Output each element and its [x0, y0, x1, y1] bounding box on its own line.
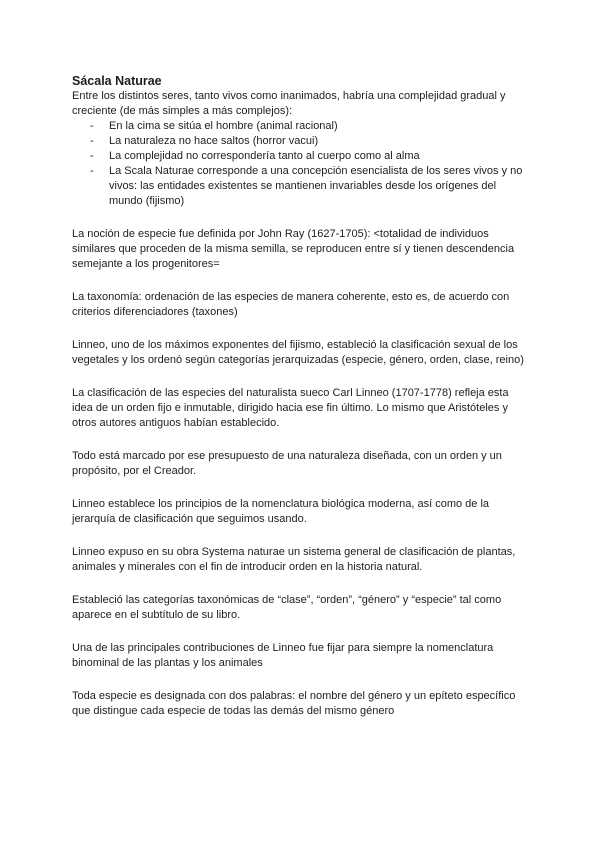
- list-item-text: En la cima se sitúa el hombre (animal racional): [109, 120, 338, 132]
- bullet-dash: -: [90, 120, 94, 132]
- bullet-dash: -: [90, 165, 94, 177]
- paragraph-categorias: Estableció las categorías taxonómicas de “clase”, “orden”, “género” y “especie” tal como aparece en el subtítulo de su libro.: [72, 594, 502, 621]
- paragraph-systema-naturae: Linneo expuso en su obra Systema naturae un sistema general de clasificación de plantas, animales y minerales con el fin de introducir orden en la historia natural.: [72, 546, 516, 573]
- paragraph-john-ray: La noción de especie fue definida por John Ray (1627-1705): <totalidad de individuos similares que proceden de la misma semilla, se reproducen entre sí y tienen descendencia semejante a los progenitores=: [72, 228, 515, 270]
- list-item: [72, 149, 532, 164]
- list-item-text: La complejidad no correspondería tanto al cuerpo como al alma: [109, 150, 420, 162]
- list-item: [72, 119, 532, 134]
- document-body: [72, 73, 532, 719]
- paragraph-taxonomia: La taxonomía: ordenación de las especies de manera coherente, esto es, de acuerdo con criterios diferenciadores (taxones): [72, 291, 510, 318]
- scala-naturae-list: [72, 119, 532, 209]
- paragraph-especie: Toda especie es designada con dos palabras: el nombre del género y un epíteto específico que distingue cada especie de todas las demás del mismo género: [72, 690, 516, 717]
- paragraph-binominal: Una de las principales contribuciones de Linneo fue fijar para siempre la nomenclatura binominal de las plantas y los animales: [72, 642, 494, 669]
- paragraph-clasificacion: La clasificación de las especies del naturalista sueco Carl Linneo (1707-1778) refleja esta idea de un orden fijo e inmutable, dirigido hacia ese fin último. Lo mismo que Aristóteles y otros autores antiguos habían establecido.: [72, 387, 509, 429]
- list-item: [72, 164, 532, 209]
- list-item-text: La naturaleza no hace saltos (horror vacui): [109, 135, 319, 147]
- paragraph-creador: Todo está marcado por ese presupuesto de una naturaleza diseñada, con un orden y un propósito, por el Creador.: [72, 450, 502, 477]
- paragraph-nomenclatura: Linneo establece los principios de la nomenclatura biológica moderna, así como de la jerarquía de clasificación que seguimos usando.: [72, 498, 490, 525]
- intro-paragraph: Entre los distintos seres, tanto vivos como inanimados, habría una complejidad gradual y creciente (de más simples a más complejos):: [72, 90, 506, 117]
- document-title: Sácala Naturae: [72, 74, 162, 88]
- paragraph-linneo-fijismo: Linneo, uno de los máximos exponentes del fijismo, estableció la clasificación sexual de los vegetales y los ordenó según categorías jerarquizadas (especie, género, orden, clase, reino): [72, 339, 524, 366]
- list-item-text: La Scala Naturae corresponde a una concepción esencialista de los seres vivos y no vivos: las entidades existentes se mantienen invariables desde los orígenes del mundo (fijismo): [109, 165, 523, 207]
- list-item: [72, 134, 532, 149]
- bullet-dash: -: [90, 150, 94, 162]
- bullet-dash: -: [90, 135, 94, 147]
